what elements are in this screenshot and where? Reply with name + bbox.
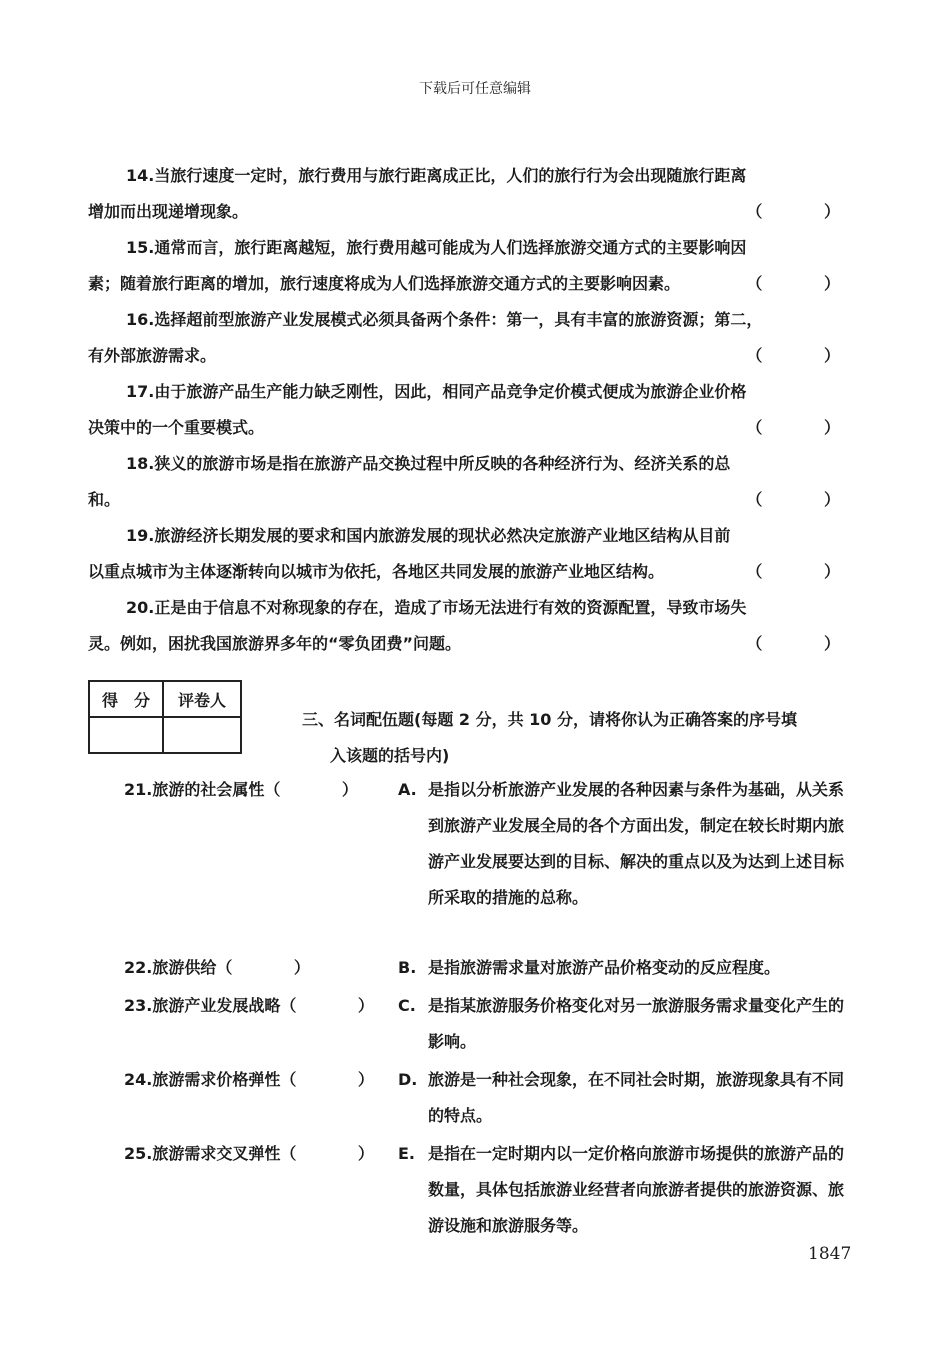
grader-cell[interactable]: [163, 717, 241, 753]
option-a: [398, 772, 858, 916]
answer-bracket[interactable]: （ ）: [280, 1144, 402, 1163]
option-d: [398, 1062, 858, 1134]
option-e: [398, 1136, 858, 1244]
matching-question-text: 21.旅游的社会属性: [124, 780, 265, 799]
score-table: [88, 680, 242, 754]
section-title-line: 三、名词配伍题(每题 2 分，共 10 分，请将你认为正确答案的序号填: [302, 710, 797, 729]
question-16: [88, 302, 870, 374]
question-15: [88, 230, 870, 302]
option-letter: E.: [398, 1144, 416, 1163]
page-number: 1847: [808, 1244, 852, 1264]
option-letter: A.: [398, 780, 417, 799]
matching-question-23: [124, 988, 402, 1024]
matching-question-25: [124, 1136, 402, 1172]
answer-bracket[interactable]: （ ）: [746, 202, 868, 221]
score-cell[interactable]: [89, 717, 163, 753]
question-line: 灵。例如，困扰我国旅游界多年的“零负团费”问题。: [88, 634, 462, 653]
answer-bracket[interactable]: （ ）: [746, 634, 868, 653]
option-letter: D.: [398, 1070, 418, 1089]
question-line: 决策中的一个重要模式。: [88, 418, 265, 437]
question-line: 19.旅游经济长期发展的要求和国内旅游发展的现状必然决定旅游产业地区结构从目前: [126, 526, 731, 545]
question-line: 增加而出现递增现象。: [88, 202, 249, 221]
section-3-title: [302, 702, 872, 774]
question-line: 素；随着旅行距离的增加，旅行速度将成为人们选择旅游交通方式的主要影响因素。: [88, 274, 681, 293]
option-c: [398, 988, 858, 1060]
question-line: 以重点城市为主体逐渐转向以城市为依托，各地区共同发展的旅游产业地区结构。: [88, 562, 665, 581]
option-text: 是指旅游需求量对旅游产品价格变动的反应程度。: [428, 958, 781, 977]
question-17: [88, 374, 870, 446]
answer-bracket[interactable]: （ ）: [746, 562, 868, 581]
matching-question-text: 22.旅游供给: [124, 958, 217, 977]
matching-question-text: 25.旅游需求交叉弹性: [124, 1144, 281, 1163]
question-14: [88, 158, 870, 230]
matching-question-21: [124, 772, 386, 808]
answer-bracket[interactable]: （ ）: [746, 274, 868, 293]
answer-bracket[interactable]: （ ）: [746, 418, 868, 437]
page-header: 下载后可任意编辑: [419, 81, 531, 97]
question-line: 15.通常而言，旅行距离越短，旅行费用越可能成为人们选择旅游交通方式的主要影响因: [126, 238, 747, 257]
answer-bracket[interactable]: （ ）: [280, 1070, 402, 1089]
score-label: 得 分: [89, 681, 163, 717]
matching-question-22: [124, 950, 338, 986]
option-letter: C.: [398, 996, 416, 1015]
answer-bracket[interactable]: （ ）: [746, 490, 868, 509]
option-b: [398, 950, 858, 986]
answer-bracket[interactable]: （ ）: [216, 958, 338, 977]
answer-bracket[interactable]: （ ）: [280, 996, 402, 1015]
answer-bracket[interactable]: （ ）: [264, 780, 386, 799]
question-line: 有外部旅游需求。: [88, 346, 217, 365]
answer-bracket[interactable]: （ ）: [746, 346, 868, 365]
question-line: 18.狭义的旅游市场是指在旅游产品交换过程中所反映的各种经济行为、经济关系的总: [126, 454, 731, 473]
option-text: 是指在一定时期内以一定价格向旅游市场提供的旅游产品的数量，具体包括旅游业经营者向旅游者提供的旅游资源、旅游设施和旅游服务等。: [428, 1144, 845, 1235]
option-letter: B.: [398, 958, 417, 977]
matching-question-24: [124, 1062, 402, 1098]
option-text: 旅游是一种社会现象，在不同社会时期，旅游现象具有不同的特点。: [428, 1070, 845, 1125]
option-text: 是指某旅游服务价格变化对另一旅游服务需求量变化产生的影响。: [428, 996, 845, 1051]
question-line: 17.由于旅游产品生产能力缺乏刚性，因此，相同产品竞争定价模式便成为旅游企业价格: [126, 382, 747, 401]
question-18: [88, 446, 870, 518]
matching-question-text: 24.旅游需求价格弹性: [124, 1070, 281, 1089]
question-line: 16.选择超前型旅游产业发展模式必须具备两个条件：第一，具有丰富的旅游资源；第二，: [126, 310, 763, 329]
option-text: 是指以分析旅游产业发展的各种因素与条件为基础，从关系到旅游产业发展全局的各个方面出发，制定在较长时期内旅游产业发展要达到的目标、解决的重点以及为达到上述目标所采取的措施的总称。: [428, 780, 845, 907]
section-title-line: 入该题的括号内): [330, 746, 450, 765]
question-line: 和。: [88, 490, 121, 509]
matching-question-text: 23.旅游产业发展战略: [124, 996, 281, 1015]
question-19: [88, 518, 870, 590]
question-line: 14.当旅行速度一定时，旅行费用与旅行距离成正比，人们的旅行行为会出现随旅行距离: [126, 166, 747, 185]
question-20: [88, 590, 870, 662]
grader-label: 评卷人: [163, 681, 241, 717]
question-line: 20.正是由于信息不对称现象的存在，造成了市场无法进行有效的资源配置，导致市场失: [126, 598, 747, 617]
